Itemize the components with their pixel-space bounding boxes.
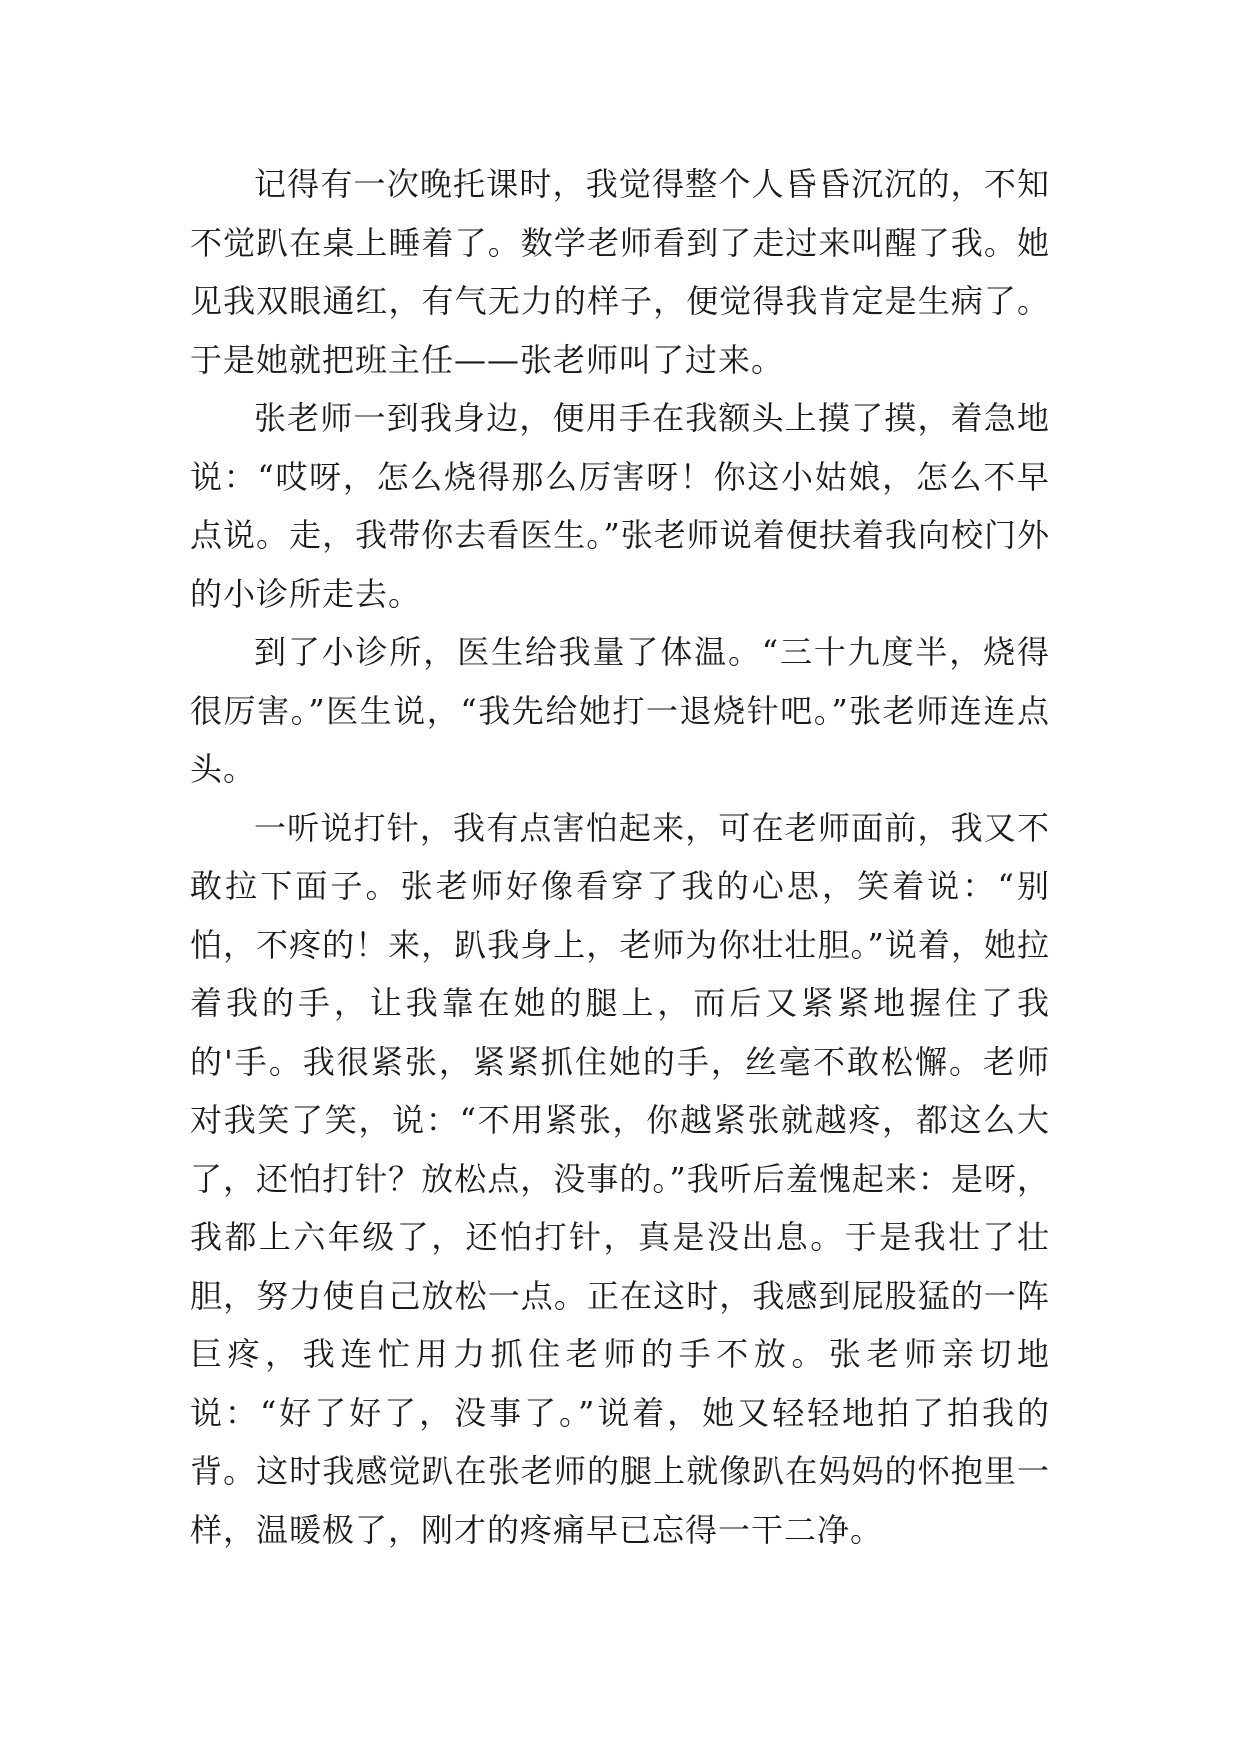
paragraph-3: 到了小诊所，医生给我量了体温。“三十九度半，烧得很厉害。”医生说，“我先给她打一退烧针吧。”张老师连连点头。 <box>190 633 1050 788</box>
paragraph-2: 张老师一到我身边，便用手在我额头上摸了摸，着急地说：“哎呀，怎么烧得那么厉害呀！你这小姑娘，怎么不早点说。走，我带你去看医生。”张老师说着便扶着我向校门外的小诊所走去。 <box>190 399 1050 613</box>
paragraph-1: 记得有一次晚托课时，我觉得整个人昏昏沉沉的，不知不觉趴在桌上睡着了。数学老师看到了走过来叫醒了我。她见我双眼通红，有气无力的样子，便觉得我肯定是生病了。于是她就把班主任——张老师叫了过来。 <box>190 165 1050 379</box>
document-body <box>190 155 1050 1559</box>
paragraph-4: 一听说打针，我有点害怕起来，可在老师面前，我又不敢拉下面子。张老师好像看穿了我的心思，笑着说：“别怕，不疼的！来，趴我身上，老师为你壮壮胆。”说着，她拉着我的手，让我靠在她的腿上，而后又紧紧地握住了我的'手。我很紧张，紧紧抓住她的手，丝毫不敢松懈。老师对我笑了笑，说：“不用紧张，你越紧张就越疼，都这么大了，还怕打针？放松点，没事的。”我听后羞愧起来：是呀，我都上六年级了，还怕打针，真是没出息。于是我壮了壮胆，努力使自己放松一点。正在这时，我感到屁股猛的一阵巨疼，我连忙用力抓住老师的手不放。张老师亲切地说：“好了好了，没事了。”说着，她又轻轻地拍了拍我的背。这时我感觉趴在张老师的腿上就像趴在妈妈的怀抱里一样，温暖极了，刚才的疼痛早已忘得一干二净。 <box>190 808 1050 1549</box>
